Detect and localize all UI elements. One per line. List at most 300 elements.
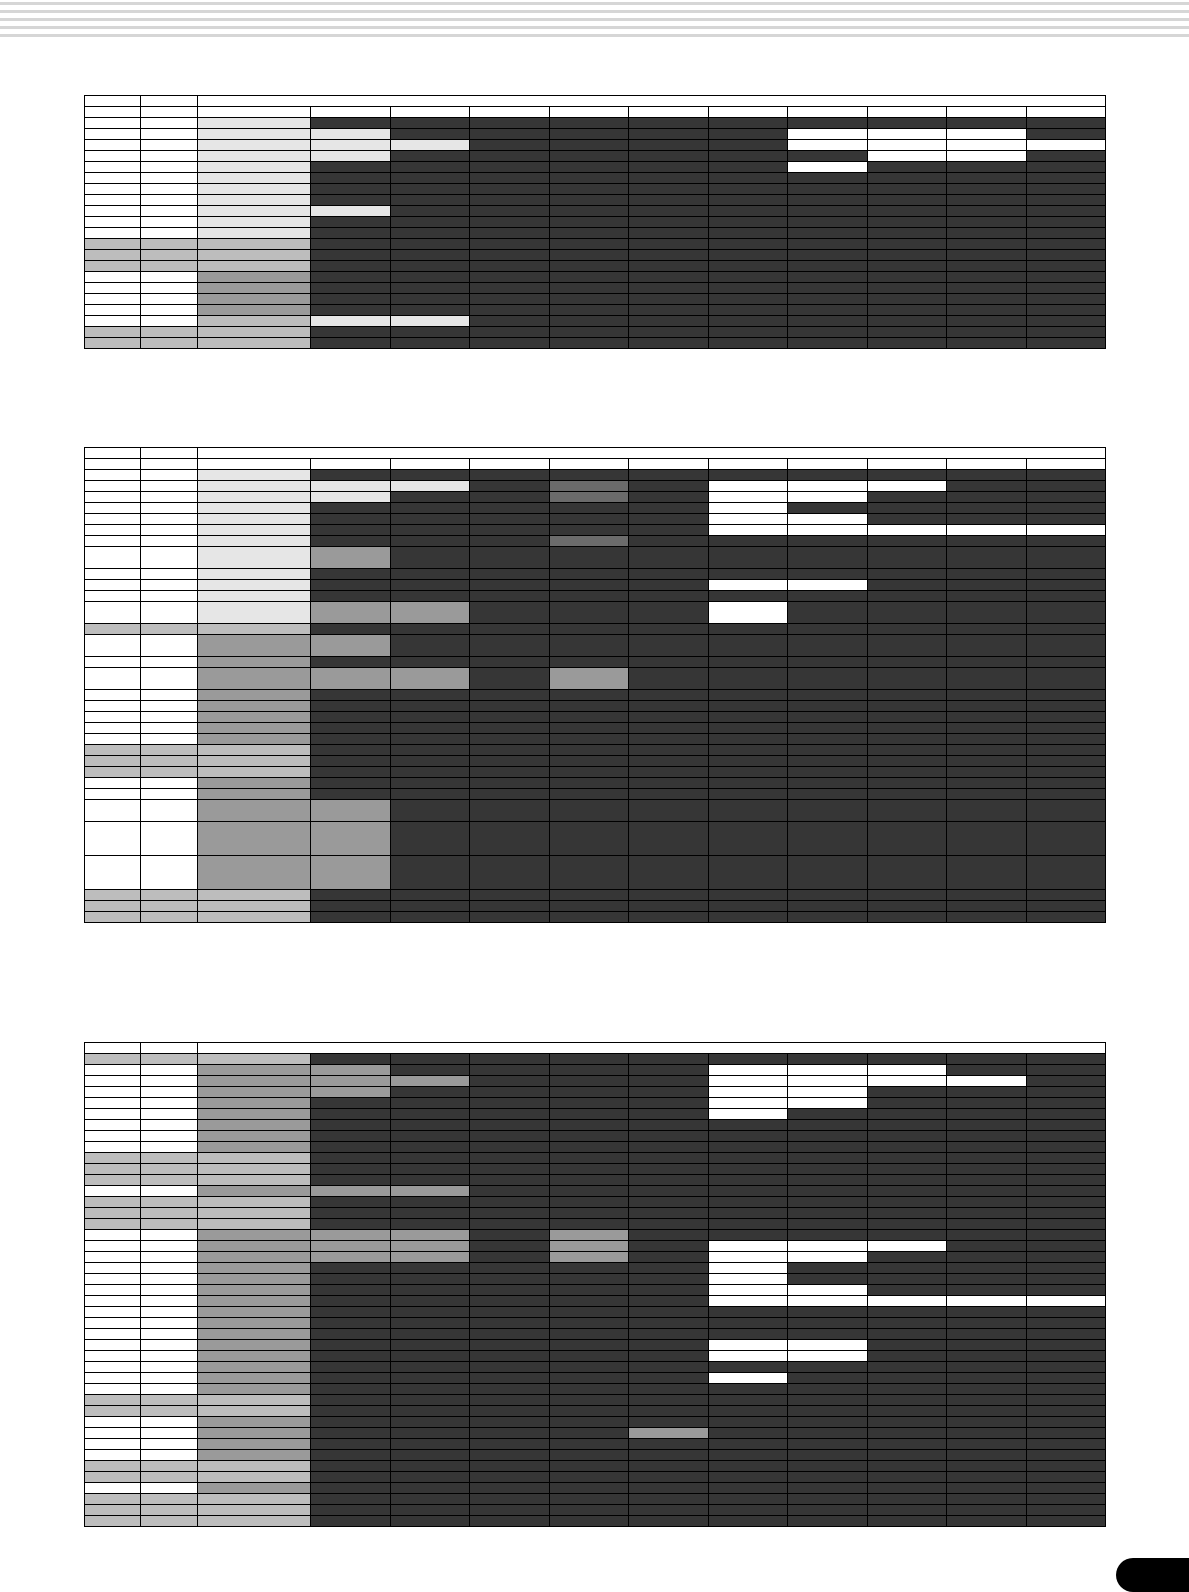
table-row (85, 1120, 1106, 1131)
table-cell (85, 503, 141, 514)
table-cell (549, 1175, 629, 1186)
table-cell (788, 283, 868, 294)
table-cell (788, 1417, 868, 1428)
table-cell (788, 492, 868, 503)
table-cell (311, 1087, 391, 1098)
table-row (85, 327, 1106, 338)
table-cell (390, 1054, 470, 1065)
table-cell (629, 1076, 709, 1087)
table-cell (708, 206, 788, 217)
table-cell (788, 1153, 868, 1164)
table-cell (549, 1329, 629, 1340)
table-cell (629, 1505, 709, 1516)
table-cell (198, 206, 311, 217)
table-cell (141, 1208, 198, 1219)
table-cell (311, 1494, 391, 1505)
table-cell (1026, 481, 1106, 492)
table-cell (311, 1307, 391, 1318)
table-cell (141, 195, 198, 206)
table-cell (311, 184, 391, 195)
table-cell (141, 1186, 198, 1197)
table-cell (390, 1406, 470, 1417)
table-cell (198, 140, 311, 151)
table-cell (947, 1351, 1027, 1362)
table-cell (867, 283, 947, 294)
header-stripe (0, 34, 1189, 37)
table-cell (141, 1076, 198, 1087)
table-cell (629, 767, 709, 778)
table-cell (198, 250, 311, 261)
table-cell (390, 1087, 470, 1098)
table-cell (708, 1340, 788, 1351)
table-cell (629, 756, 709, 767)
table-cell (470, 1197, 550, 1208)
table-cell (708, 162, 788, 173)
table-cell (390, 1296, 470, 1307)
table-cell (198, 1274, 311, 1285)
table-cell (1026, 228, 1106, 239)
table-cell (788, 890, 868, 901)
table-cell (141, 1505, 198, 1516)
table-cell (141, 492, 198, 503)
table-cell (549, 514, 629, 525)
table-cell (708, 668, 788, 690)
table-cell (390, 283, 470, 294)
table-cell (470, 1208, 550, 1219)
table-cell (867, 272, 947, 283)
table-cell (390, 272, 470, 283)
table-cell (198, 151, 311, 162)
table-cell (198, 745, 311, 756)
table-cell (867, 1351, 947, 1362)
table-cell (708, 756, 788, 767)
table-cell (390, 1241, 470, 1252)
table-cell (470, 800, 550, 822)
table-cell (947, 1197, 1027, 1208)
table-row (85, 856, 1106, 890)
table-cell (629, 1153, 709, 1164)
table-cell (85, 1395, 141, 1406)
table-cell (947, 151, 1027, 162)
table-cell (867, 745, 947, 756)
table-cell (85, 514, 141, 525)
table-cell (708, 1461, 788, 1472)
table-row (85, 580, 1106, 591)
table-cell (85, 1098, 141, 1109)
table-cell (198, 1065, 311, 1076)
table-row (85, 901, 1106, 912)
table-cell (141, 283, 198, 294)
table-cell (390, 1505, 470, 1516)
table-row (85, 1296, 1106, 1307)
table-cell (708, 327, 788, 338)
table-cell (390, 569, 470, 580)
table-cell (947, 1065, 1027, 1076)
table-cell (198, 327, 311, 338)
table-cell (1026, 701, 1106, 712)
table-cell (947, 1318, 1027, 1329)
table-cell (198, 1483, 311, 1494)
table-row (85, 1340, 1106, 1351)
table-cell (947, 789, 1027, 800)
table-cell (549, 503, 629, 514)
table-cell (788, 184, 868, 195)
table-cell (947, 800, 1027, 822)
table-cell (788, 294, 868, 305)
table-cell (947, 734, 1027, 745)
table-cell (629, 1494, 709, 1505)
table-cell (198, 800, 311, 822)
table-cell (85, 1373, 141, 1384)
table-cell (708, 1274, 788, 1285)
table-cell (390, 800, 470, 822)
table-cell (629, 712, 709, 723)
table-cell (390, 591, 470, 602)
table-cell (311, 657, 391, 668)
table-cell (549, 901, 629, 912)
table-cell (788, 580, 868, 591)
table-cell (311, 272, 391, 283)
table-cell (947, 1241, 1027, 1252)
table-cell (141, 1296, 198, 1307)
table-cell (470, 1417, 550, 1428)
table-cell (629, 1417, 709, 1428)
table-cell (85, 239, 141, 250)
table-cell (198, 1164, 311, 1175)
table-cell (867, 1109, 947, 1120)
table-cell (1026, 1439, 1106, 1450)
table-cell (708, 1296, 788, 1307)
table-cell (708, 580, 788, 591)
table-cell (708, 1406, 788, 1417)
table-cell (85, 701, 141, 712)
table-cell (549, 261, 629, 272)
table-cell (470, 305, 550, 316)
table-cell (629, 503, 709, 514)
table-cell (867, 1296, 947, 1307)
table-cell (549, 912, 629, 923)
table-cell (708, 1472, 788, 1483)
table-cell (947, 901, 1027, 912)
table-cell (867, 1164, 947, 1175)
table-cell (141, 635, 198, 657)
table-cell (947, 1417, 1027, 1428)
table-cell (141, 338, 198, 349)
table-cell (947, 912, 1027, 923)
table-cell (1026, 767, 1106, 778)
table-cell (198, 162, 311, 173)
table-cell (198, 734, 311, 745)
table-cell (390, 1076, 470, 1087)
table-cell (470, 1076, 550, 1087)
table-cell (867, 756, 947, 767)
table-cell (311, 635, 391, 657)
table-cell (867, 1241, 947, 1252)
table-cell (708, 657, 788, 668)
table-cell (1026, 745, 1106, 756)
table-cell (141, 261, 198, 272)
table-cell (867, 195, 947, 206)
table-cell (708, 1076, 788, 1087)
table-cell (311, 151, 391, 162)
table-cell (311, 1362, 391, 1373)
table-cell (390, 1285, 470, 1296)
table-cell (788, 1263, 868, 1274)
table-cell (867, 712, 947, 723)
table-cell (629, 1428, 709, 1439)
table-cell (788, 701, 868, 712)
table-cell (708, 1065, 788, 1076)
table-cell (1026, 316, 1106, 327)
table-cell (141, 547, 198, 569)
table-cell (85, 1241, 141, 1252)
table-cell (470, 1362, 550, 1373)
table-cell (85, 492, 141, 503)
table-row (85, 745, 1106, 756)
table-cell (708, 890, 788, 901)
table-row (85, 195, 1106, 206)
table-cell (311, 470, 391, 481)
table-cell (311, 525, 391, 536)
table-cell (788, 305, 868, 316)
table-cell (549, 1131, 629, 1142)
table-cell (947, 294, 1027, 305)
table-cell (198, 624, 311, 635)
table-cell (311, 305, 391, 316)
table-cell (470, 140, 550, 151)
table-cell (788, 767, 868, 778)
table-cell (629, 151, 709, 162)
table-cell (198, 1417, 311, 1428)
table-cell (947, 756, 1027, 767)
table-row (85, 316, 1106, 327)
table-cell (311, 217, 391, 228)
table-cell (708, 1505, 788, 1516)
table-cell (1026, 1318, 1106, 1329)
table-cell (390, 305, 470, 316)
table-cell (311, 690, 391, 701)
table-cell (1026, 800, 1106, 822)
table-cell (141, 294, 198, 305)
table-cell (867, 1120, 947, 1131)
table-cell (85, 1417, 141, 1428)
table-cell (311, 492, 391, 503)
table-cell (470, 778, 550, 789)
table-cell (470, 107, 550, 118)
table-cell (788, 1164, 868, 1175)
table-row (85, 1417, 1106, 1428)
table-cell (788, 250, 868, 261)
table-cell (947, 635, 1027, 657)
table-cell (198, 1219, 311, 1230)
table-cell (629, 822, 709, 856)
table-cell (198, 503, 311, 514)
table-cell (390, 1417, 470, 1428)
table-cell (85, 745, 141, 756)
table-cell (708, 294, 788, 305)
table-cell (311, 1065, 391, 1076)
table-cell (141, 822, 198, 856)
header-cell (85, 448, 141, 459)
table-cell (1026, 901, 1106, 912)
table-cell (629, 1296, 709, 1307)
table-cell (867, 624, 947, 635)
table-cell (788, 569, 868, 580)
table-cell (867, 912, 947, 923)
table-cell (198, 1362, 311, 1373)
table-cell (947, 1153, 1027, 1164)
table-cell (198, 1208, 311, 1219)
table-cell (788, 712, 868, 723)
table-cell (629, 1516, 709, 1527)
table-cell (390, 1428, 470, 1439)
table-cell (198, 1450, 311, 1461)
table-cell (867, 569, 947, 580)
table-cell (708, 602, 788, 624)
table-cell (629, 1274, 709, 1285)
table-row (85, 305, 1106, 316)
table-cell (549, 459, 629, 470)
table-cell (629, 1186, 709, 1197)
table-cell (947, 173, 1027, 184)
table-row (85, 173, 1106, 184)
table-cell (470, 569, 550, 580)
table-cell (390, 1164, 470, 1175)
table-cell (390, 1483, 470, 1494)
table-cell (549, 294, 629, 305)
table-cell (311, 1406, 391, 1417)
table-cell (629, 327, 709, 338)
table-cell (788, 1395, 868, 1406)
table-cell (390, 723, 470, 734)
table-cell (198, 756, 311, 767)
table-cell (85, 756, 141, 767)
table-cell (311, 1230, 391, 1241)
table-cell (470, 1230, 550, 1241)
table-cell (141, 272, 198, 283)
table-cell (708, 283, 788, 294)
table-cell (470, 1406, 550, 1417)
table-cell (867, 890, 947, 901)
table-cell (470, 118, 550, 129)
table-cell (1026, 1461, 1106, 1472)
table-cell (549, 1505, 629, 1516)
table-cell (85, 151, 141, 162)
table-cell (788, 1230, 868, 1241)
table-cell (867, 591, 947, 602)
table-cell (198, 1076, 311, 1087)
table-cell (470, 492, 550, 503)
table-cell (629, 1208, 709, 1219)
table-cell (1026, 162, 1106, 173)
table-cell (549, 1186, 629, 1197)
table-cell (141, 327, 198, 338)
table-cell (867, 1318, 947, 1329)
table-cell (198, 525, 311, 536)
table-cell (629, 1120, 709, 1131)
table-row (85, 1175, 1106, 1186)
table-cell (1026, 1263, 1106, 1274)
table-cell (867, 173, 947, 184)
table-cell (85, 195, 141, 206)
table-cell (867, 723, 947, 734)
table-cell (947, 701, 1027, 712)
table-cell (708, 767, 788, 778)
table-cell (947, 1373, 1027, 1384)
table-cell (788, 338, 868, 349)
table-row (85, 1351, 1106, 1362)
table-cell (141, 1109, 198, 1120)
table-cell (1026, 690, 1106, 701)
table-cell (788, 107, 868, 118)
table-cell (708, 1483, 788, 1494)
table-row (85, 756, 1106, 767)
table-cell (141, 1197, 198, 1208)
table-cell (629, 745, 709, 756)
table-cell (708, 712, 788, 723)
table-cell (1026, 514, 1106, 525)
table-cell (708, 272, 788, 283)
table-cell (470, 1065, 550, 1076)
table-cell (141, 206, 198, 217)
table-cell (1026, 173, 1106, 184)
table-cell (311, 338, 391, 349)
table-cell (311, 239, 391, 250)
table-cell (311, 1340, 391, 1351)
table-cell (867, 327, 947, 338)
table-cell (141, 316, 198, 327)
table-cell (470, 1296, 550, 1307)
table-cell (947, 1087, 1027, 1098)
table-cell (470, 173, 550, 184)
table-cell (708, 701, 788, 712)
table-cell (549, 712, 629, 723)
table-cell (85, 228, 141, 239)
table-cell (629, 1450, 709, 1461)
table-cell (85, 1362, 141, 1373)
table-cell (311, 1373, 391, 1384)
table-cell (390, 1208, 470, 1219)
table-cell (708, 569, 788, 580)
table-cell (390, 492, 470, 503)
table-cell (198, 1153, 311, 1164)
table-cell (1026, 635, 1106, 657)
table-cell (788, 800, 868, 822)
table-cell (708, 459, 788, 470)
table-cell (141, 657, 198, 668)
table-cell (947, 514, 1027, 525)
table-cell (85, 723, 141, 734)
table-cell (549, 701, 629, 712)
table-cell (141, 1395, 198, 1406)
table-cell (390, 1340, 470, 1351)
table-cell (198, 1516, 311, 1527)
table-row (85, 767, 1106, 778)
table-cell (708, 1263, 788, 1274)
table-row (85, 1494, 1106, 1505)
table-cell (198, 789, 311, 800)
table-cell (141, 1417, 198, 1428)
table-cell (629, 195, 709, 206)
table-cell (85, 569, 141, 580)
table-cell (85, 1120, 141, 1131)
table-cell (198, 217, 311, 228)
table-cell (141, 1120, 198, 1131)
table-cell (947, 580, 1027, 591)
table-cell (85, 1406, 141, 1417)
table-cell (867, 1131, 947, 1142)
table-cell (708, 856, 788, 890)
